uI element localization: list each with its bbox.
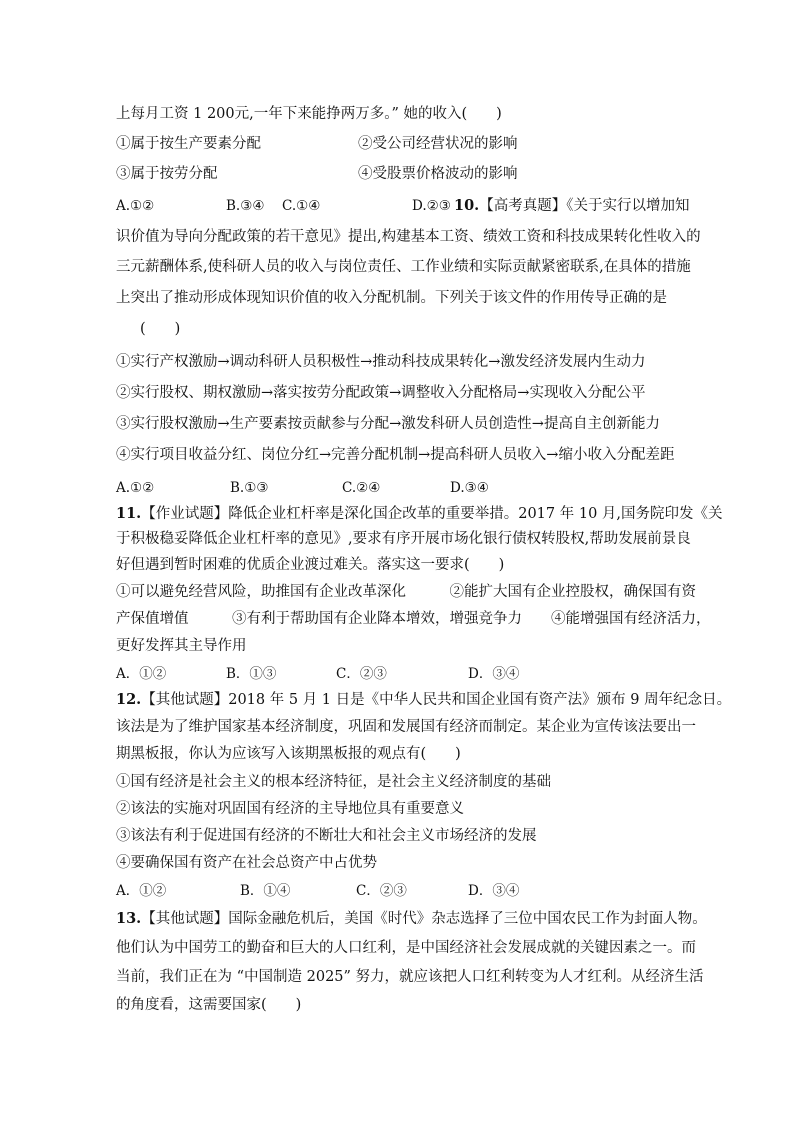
q10-option-4: ④实行项目收益分红、岗位分红→完善分配机制→提高科研人员收入→缩小收入分配差距 <box>116 447 675 463</box>
q9-option-3: ③属于按劳分配 <box>116 166 218 182</box>
q12-tag: 【其他试题】 <box>141 692 229 708</box>
q10-option-2: ②实行股权、期权激励→落实按劳分配政策→调整收入分配格局→实现收入分配公平 <box>116 385 646 401</box>
q11-line-3: 好但遇到暂时困难的优质企业渡过难关。落实这一要求( ) <box>116 557 505 573</box>
q10-line-2: 识价值为导向分配政策的若干意见》提出,构建基本工资、绩效工资和科技成果转化性收入的 <box>116 229 701 245</box>
q10-line-1: 《关于实行以增加知 <box>566 198 690 214</box>
q12-choice-d: D．③④ <box>468 883 520 899</box>
q13-number: 13. <box>116 910 142 927</box>
q10-choice-a: A.①② <box>116 480 155 496</box>
q11-number: 11. <box>116 505 142 522</box>
q13-tag: 【其他试题】 <box>141 911 229 927</box>
q9-choice-b: B.③④ <box>226 198 265 214</box>
q12-line-1 <box>116 690 731 710</box>
q13-line-1 <box>116 909 707 929</box>
q12-choice-a: A．①② <box>116 883 167 899</box>
q10-first-line <box>454 196 689 216</box>
q10-choice-c: C.②④ <box>342 480 381 496</box>
q13-line-1-text: 国际金融危机后，美国《时代》杂志选择了三位中国农民工作为封面人物。 <box>228 911 707 927</box>
q10-line-4: 上突出了推动形成体现知识价值的收入分配机制。下列关于该文件的作用传导正确的是 <box>116 290 667 306</box>
q12-line-3: 期黑板报，你认为应该写入该期黑板报的观点有( ) <box>116 746 461 762</box>
q9-option-1: ①属于按生产要素分配 <box>116 136 261 152</box>
q12-option-3: ③该法有利于促进国有经济的不断壮大和社会主义市场经济的发展 <box>116 828 537 844</box>
q9-stem-tail: 上每月工资 1 200元,一年下来能挣两万多。” 她的收入( ) <box>116 106 502 122</box>
q11-choice-c: C．②③ <box>336 666 387 682</box>
q12-line-1-text: 2018 年 5 月 1 日是《中华人民共和国企业国有资产法》颁布 9 周年纪念日。 <box>228 692 732 708</box>
q10-option-1: ①实行产权激励→调动科研人员积极性→推动科技成果转化→激发经济发展内生动力 <box>116 354 646 370</box>
q13-line-4: 的角度看，这需要国家( ) <box>116 997 302 1013</box>
q11-choice-d: D．③④ <box>468 666 520 682</box>
q10-tag: 【高考真题】 <box>479 198 567 214</box>
q9-option-4: ④受股票价格波动的影响 <box>358 166 518 182</box>
q11-line-6: 更好发挥其主导作用 <box>116 638 247 654</box>
q11-line-1 <box>116 504 723 524</box>
q12-number: 12. <box>116 691 142 708</box>
q12-option-4: ④要确保国有资产在社会总资产中占优势 <box>116 855 377 871</box>
q9-choice-a: A.①② <box>116 198 155 214</box>
q10-option-3: ③实行股权激励→生产要素按贡献参与分配→激发科研人员创造性→提高自主创新能力 <box>116 416 660 432</box>
q12-answer-choices <box>116 881 676 901</box>
q10-choice-d: D.③④ <box>450 480 489 496</box>
q11-choice-a: A．①② <box>116 666 167 682</box>
q10-paren: ( ) <box>140 321 181 337</box>
q11-answer-choices <box>116 664 676 684</box>
q11-line-1-text: 降低企业杠杆率是深化国企改革的重要举措。2017 年 10 月,国务院印发《关 <box>228 506 723 522</box>
q12-choice-b: B．①④ <box>240 883 291 899</box>
q13-line-3: 当前，我们正在为 “中国制造 2025” 努力，就应该把人口红利转变为人才红利。从经济生活 <box>116 969 704 985</box>
q12-choice-c: C．②③ <box>356 883 407 899</box>
q10-line-3: 三元薪酬体系,使科研人员的收入与岗位责任、工作业绩和实际贡献紧密联系,在具体的措施 <box>116 259 691 275</box>
q10-answer-choices <box>116 478 676 498</box>
q11-line-2: 于积极稳妥降低企业杠杆率的意见》,要求有序开展市场化银行债权转股权,帮助发展前景良 <box>116 531 691 547</box>
q12-line-2: 该法是为了维护国家基本经济制度，巩固和发展国有经济而制定。某企业为宣传该法要出一 <box>116 719 696 735</box>
q11-line-4: ①可以避免经营风险，助推国有企业改革深化 ②能扩大国有企业控股权，确保国有资 <box>116 584 696 600</box>
q10-number: 10. <box>454 197 480 214</box>
q13-line-2: 他们认为中国劳工的勤奋和巨大的人口红利，是中国经济社会发展成就的关键因素之一。而 <box>116 940 696 956</box>
q12-option-2: ②该法的实施对巩固国有经济的主导地位具有重要意义 <box>116 801 464 817</box>
q11-tag: 【作业试题】 <box>141 506 229 522</box>
q9-choice-d: D.②③ <box>412 198 451 214</box>
q9-option-2: ②受公司经营状况的影响 <box>358 136 518 152</box>
q9-choice-c: C.①④ <box>282 198 321 214</box>
q12-option-1: ①国有经济是社会主义的根本经济特征，是社会主义经济制度的基础 <box>116 774 551 790</box>
q11-line-5: 产保值增值 ③有利于帮助国有企业降本增效，增强竞争力 ④能增强国有经济活力， <box>116 611 711 627</box>
q11-choice-b: B．①③ <box>226 666 277 682</box>
q10-choice-b: B.①③ <box>230 480 269 496</box>
